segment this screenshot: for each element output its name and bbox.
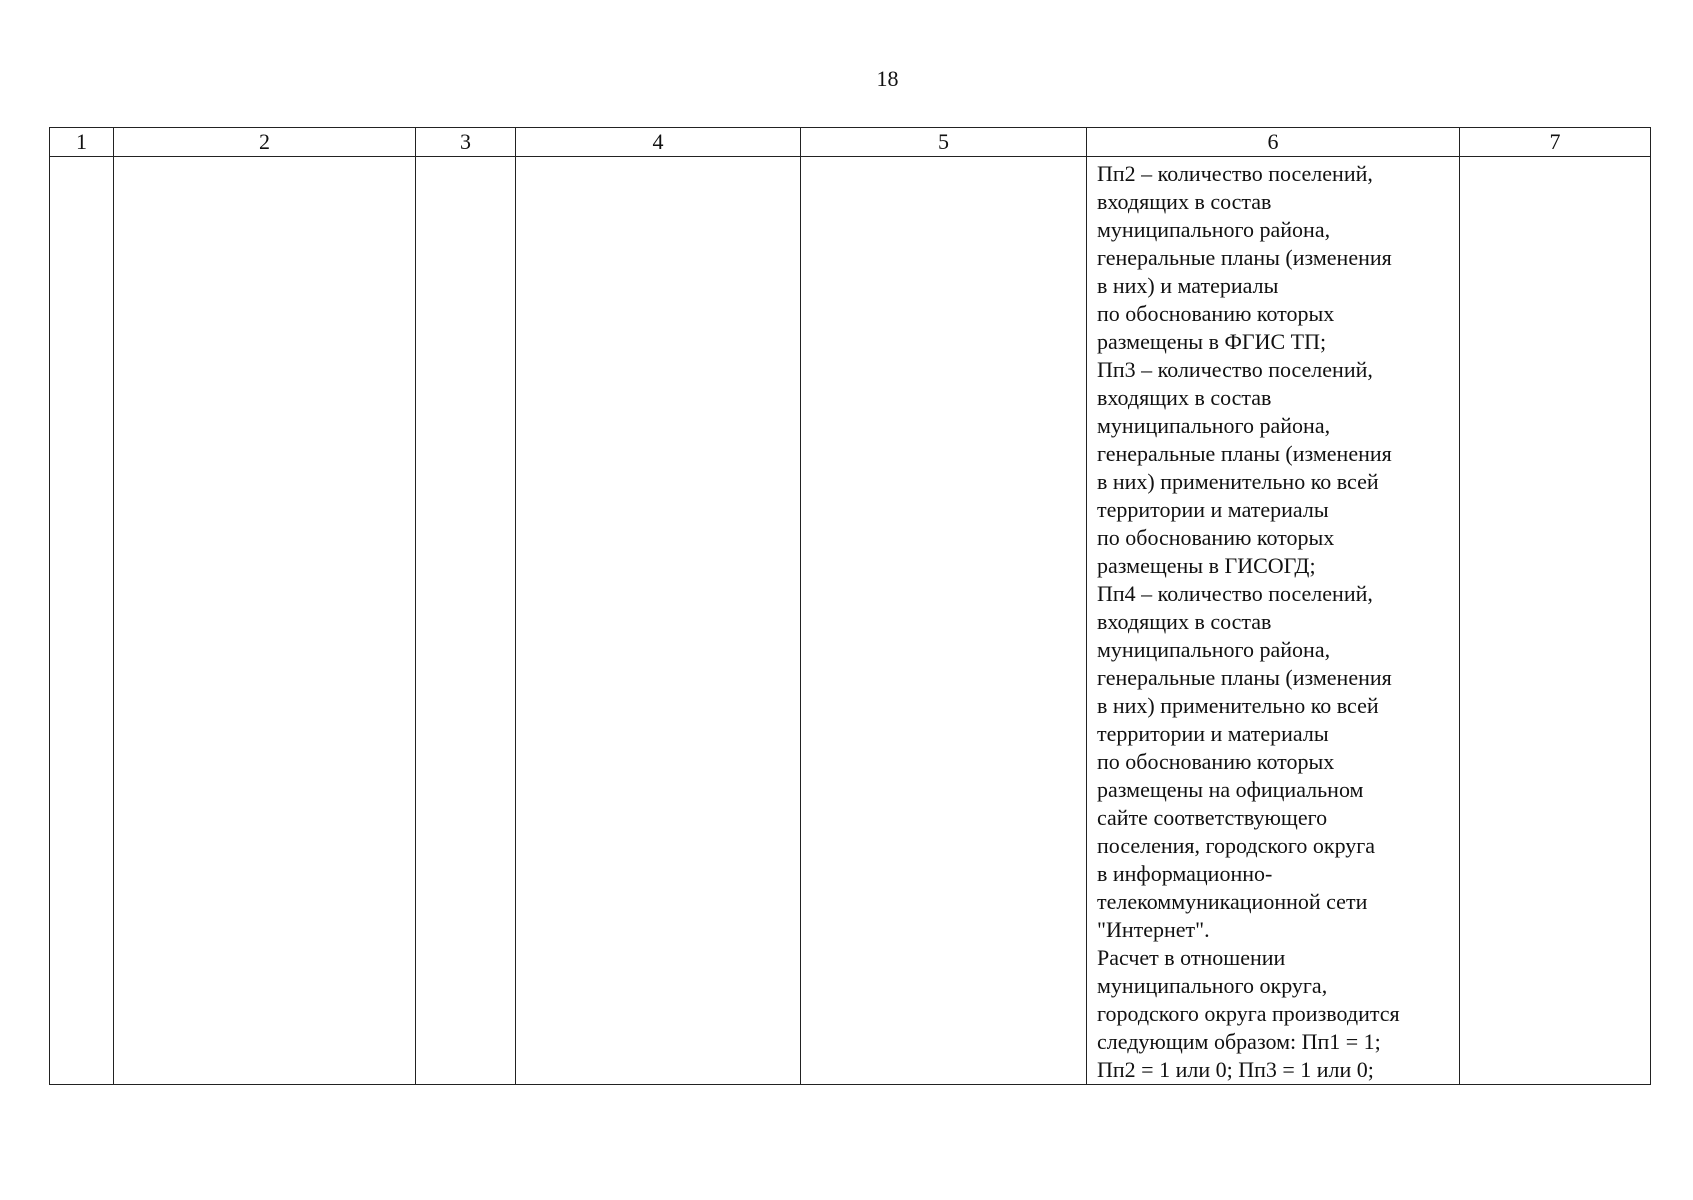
- text-line: территории и материалы: [1097, 721, 1329, 746]
- column-header-7: 7: [1460, 128, 1651, 157]
- text-line: Расчет в отношении: [1097, 945, 1286, 970]
- cell-col-3: [416, 157, 516, 1085]
- cell-col-6: [1087, 157, 1460, 1085]
- text-line: по обоснованию которых: [1097, 749, 1335, 774]
- text-line: сайте соответствующего: [1097, 805, 1328, 830]
- text-line: Пп3 – количество поселений,: [1097, 357, 1373, 382]
- text-line: телекоммуникационной сети: [1097, 889, 1368, 914]
- cell-col-4: [516, 157, 801, 1085]
- cell-col-6-text: [1087, 157, 1459, 1084]
- text-line: генеральные планы (изменения: [1097, 665, 1392, 690]
- text-line: в них) применительно ко всей: [1097, 469, 1379, 494]
- text-line: в информационно-: [1097, 861, 1273, 886]
- table-row: [50, 157, 1651, 1085]
- text-line: генеральные планы (изменения: [1097, 245, 1392, 270]
- text-line: следующим образом: Пп1 = 1;: [1097, 1029, 1381, 1054]
- table-header-row: [50, 128, 1651, 157]
- text-line: Пп2 = 1 или 0; Пп3 = 1 или 0;: [1097, 1057, 1374, 1082]
- text-line: Пп2 – количество поселений,: [1097, 161, 1373, 186]
- text-line: размещены в ФГИС ТП;: [1097, 329, 1327, 354]
- text-line: муниципального района,: [1097, 637, 1331, 662]
- text-line: входящих в состав: [1097, 609, 1272, 634]
- column-header-1: 1: [50, 128, 114, 157]
- text-line: по обоснованию которых: [1097, 301, 1335, 326]
- cell-col-7: [1460, 157, 1651, 1085]
- text-line: входящих в состав: [1097, 189, 1272, 214]
- text-line: Пп4 – количество поселений,: [1097, 581, 1373, 606]
- text-line: муниципального района,: [1097, 413, 1331, 438]
- text-line: "Интернет".: [1097, 917, 1210, 942]
- text-line: в них) и материалы: [1097, 273, 1279, 298]
- document-table: [49, 127, 1651, 1085]
- text-line: по обоснованию которых: [1097, 525, 1335, 550]
- cell-col-1: [50, 157, 114, 1085]
- column-header-2: 2: [114, 128, 416, 157]
- text-line: муниципального района,: [1097, 217, 1331, 242]
- column-header-3: 3: [416, 128, 516, 157]
- text-line: в них) применительно ко всей: [1097, 693, 1379, 718]
- text-line: муниципального округа,: [1097, 973, 1328, 998]
- text-line: поселения, городского округа: [1097, 833, 1376, 858]
- column-header-5: 5: [801, 128, 1087, 157]
- text-line: размещены на официальном: [1097, 777, 1364, 802]
- text-line: городского округа производится: [1097, 1001, 1400, 1026]
- text-line: генеральные планы (изменения: [1097, 441, 1392, 466]
- cell-col-2: [114, 157, 416, 1085]
- text-line: территории и материалы: [1097, 497, 1329, 522]
- column-header-6: 6: [1087, 128, 1460, 157]
- text-line: размещены в ГИСОГД;: [1097, 553, 1316, 578]
- column-header-4: 4: [516, 128, 801, 157]
- text-line: входящих в состав: [1097, 385, 1272, 410]
- page-number: 18: [876, 66, 899, 91]
- cell-col-5: [801, 157, 1087, 1085]
